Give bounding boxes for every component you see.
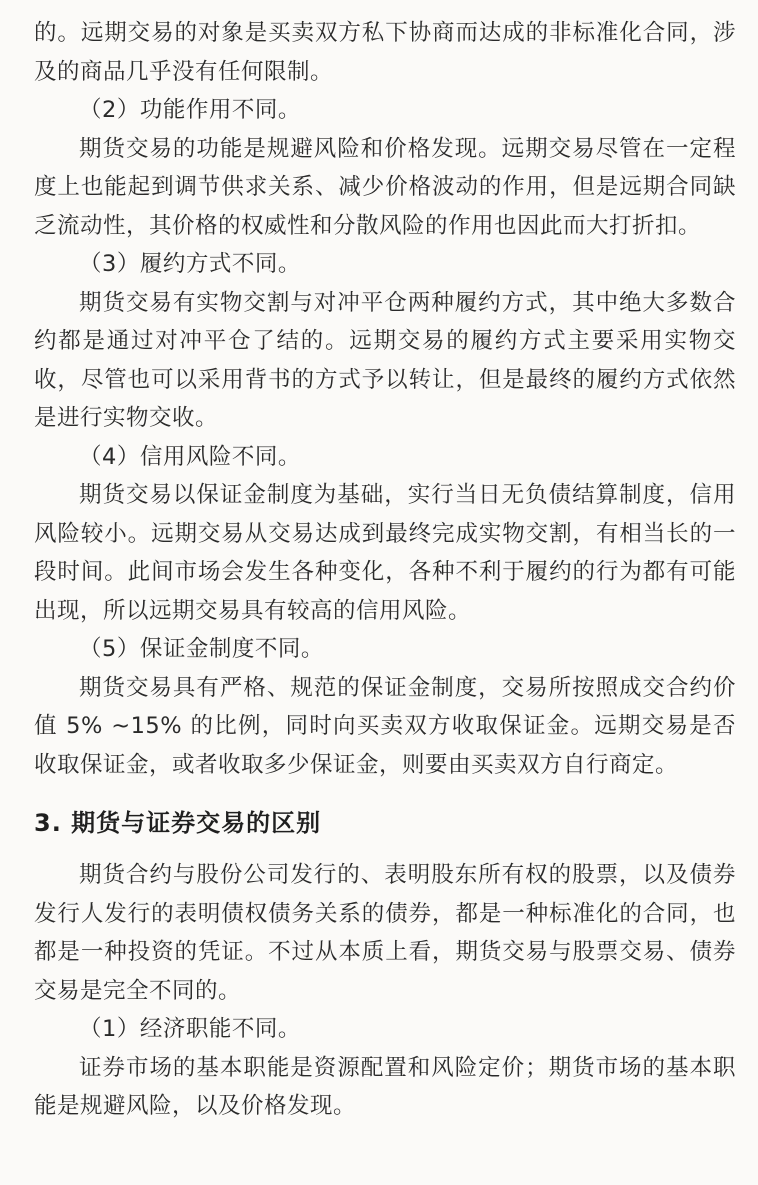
subheading-credit-risk: （4）信用风险不同。 xyxy=(79,443,301,470)
paragraph-credit-risk: 期货交易以保证金制度为基础，实行当日无负债结算制度，信用风险较小。远期交易从交易达成到最终完成实物交割，有相当长的一段时间。此间市场会发生各种变化，各种不利于履约的行为都有可能出现，所以远期交易具有较高的信用风险。 xyxy=(34,482,736,624)
subheading-performance: （3）履约方式不同。 xyxy=(79,251,301,277)
subheading-margin: （5）保证金制度不同。 xyxy=(79,636,324,662)
paragraph-securities-intro: 期货合约与股份公司发行的、表明股东所有权的股票，以及债券发行人发行的表明债权债务关系的债券，都是一种标准化的合同，也都是一种投资的凭证。不过从本质上看，期货交易与股票交易、债券交易是完全不同的。 xyxy=(34,862,736,1004)
section-heading: 3. 期货与证券交易的区别 xyxy=(34,809,322,837)
paragraph-performance: 期货交易有实物交割与对冲平仓两种履约方式，其中绝大多数合约都是通过对冲平仓了结的。远期交易的履约方式主要采用实物交收，尽管也可以采用背书的方式予以转让，但是最终的履约方式依然是进行实物交收。 xyxy=(34,289,736,431)
paragraph-economic-function: 证券市场的基本职能是资源配置和风险定价；期货市场的基本职能是规避风险，以及价格发现。 xyxy=(34,1054,736,1119)
paragraph-continuation: 的。远期交易的对象是买卖双方私下协商而达成的非标准化合同，涉及的商品几乎没有任何限制。 xyxy=(34,20,736,85)
paragraph-function: 期货交易的功能是规避风险和价格发现。远期交易尽管在一定程度上也能起到调节供求关系、减少价格波动的作用，但是远期合同缺乏流动性，其价格的权威性和分散风险的作用也因此而大打折扣。 xyxy=(34,135,736,239)
paragraph-margin: 期货交易具有严格、规范的保证金制度，交易所按照成交合约价值 5% ~15% 的比例，同时向买卖双方收取保证金。远期交易是否收取保证金，或者收取多少保证金，则要由买卖双方自行商定。 xyxy=(34,674,736,778)
subheading-economic-function: （1）经济职能不同。 xyxy=(79,1016,301,1042)
subheading-function: （2）功能作用不同。 xyxy=(79,97,301,123)
